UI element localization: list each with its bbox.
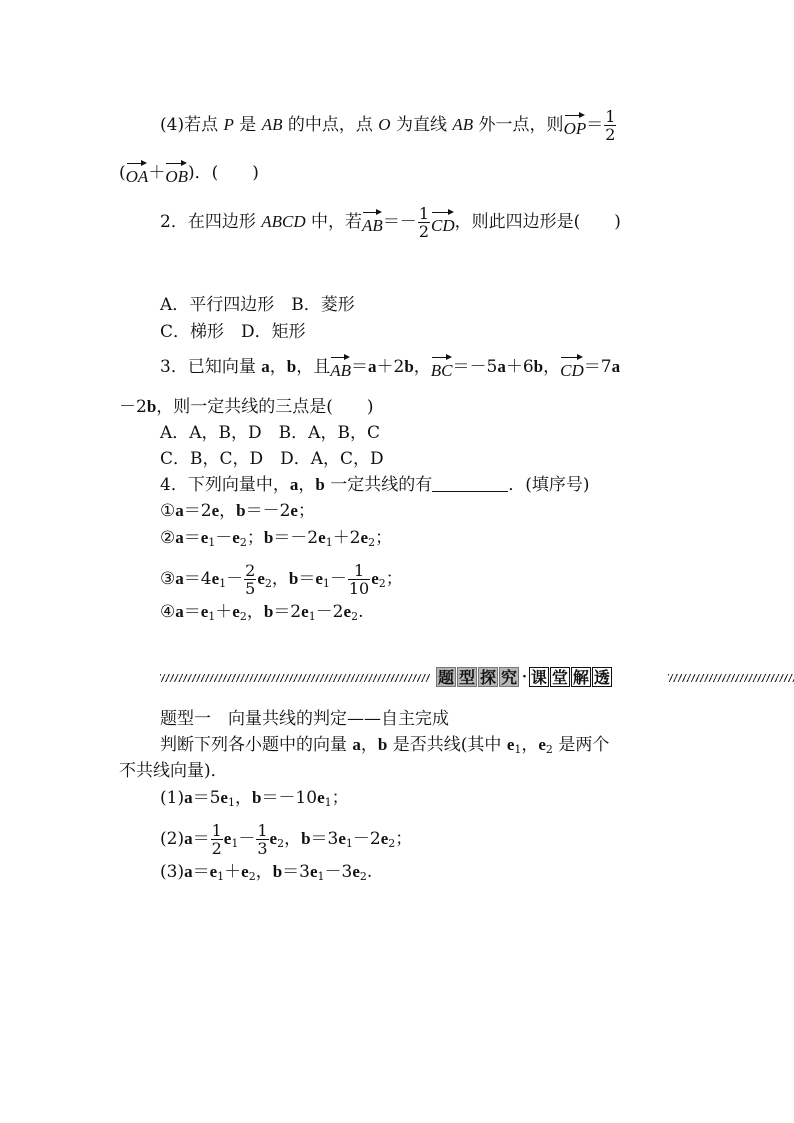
section-intro-2: 不共线向量)． [119,761,228,781]
q2-options-ab: A．平行四边形 B．菱形 [160,295,355,315]
section-intro-1: 判断下列各小题中的向量 a，b 是否共线(其中 $e_1$，$e_2$ 是两个 [160,735,610,756]
q3-stem-cont: －2b，则一定共线的三点是( ) [119,397,374,417]
q2-options-cd: C．梯形 D．矩形 [160,322,306,342]
q3-stem: 3．已知向量 a，b，且AB＝a＋2b，BC＝－5a＋6b，CD＝7a [160,352,620,382]
q4-item-1: ①a＝2e，b＝－2e； [160,501,315,521]
banner-hatch-left [160,674,430,682]
q2-stem: 2．在四边形 ABCD 中，若AB＝－ $\frac{1}{2}$ CD，则此四边形是( ) [160,204,621,241]
q3-options-ab: A．A，B，D B．A，B，C [160,423,380,443]
section-item-3: $(3)a=e_1+e_2$，$b=3e_1-3e_2$. [160,862,373,883]
q1-4-line1: (4)若点 P 是 AB 的中点，点 O 为直线 AB 外一点，则OP＝ $\frac{1}{2}$ [160,107,616,144]
section-item-1: $(1)a=5e_1$，$b=-10e_1$； [160,788,349,809]
banner-tag: 题 型 探 究 · 课 堂 解 透 [437,668,610,687]
section-item-2: (2)a＝ $\frac{1}{2}$ $e_1-$ $\frac{1}{3}$ $e_2$，$b=3e_1-2e_2$； [160,821,413,858]
q1-4-line2: (OA＋OB)．( ) [119,158,259,188]
q4-item-3: $③a=4e_1-$ $\frac{2}{5}$ $e_2$，$b=e_1-$ $\frac{1}{10}$ $e_2$； [160,561,403,598]
q4-item-2: $②a=e_1-e_2$；$b=-2e_1+2e_2$； [160,528,393,549]
banner-hatch-right [668,674,794,682]
q3-options-cd: C．B，C，D D．A，C，D [160,449,384,469]
q4-item-4: $④a=e_1+e_2$，$b=2e_1-2e_2$. [160,602,364,623]
section-title: 题型一 向量共线的判定——自主完成 [160,709,449,729]
answer-blank [432,475,508,492]
section-banner [160,664,794,692]
q4-stem: 4．下列向量中，a，b 一定共线的有 ．(填序号) [160,475,590,495]
